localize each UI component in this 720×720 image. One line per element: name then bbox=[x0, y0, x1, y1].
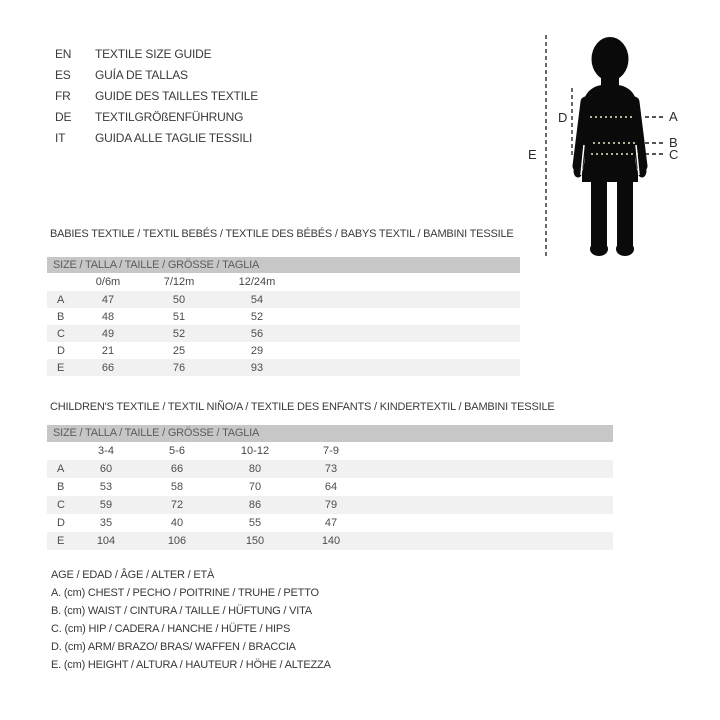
babies-table-header-bar: SIZE / TALLA / TAILLE / GRÖSSE / TAGLIA bbox=[47, 257, 520, 273]
column-header: 5-6 bbox=[169, 445, 185, 457]
table-row bbox=[47, 308, 520, 325]
size-value-cell: 79 bbox=[324, 499, 338, 511]
babies-column-header-row bbox=[47, 273, 520, 291]
size-row-label: C bbox=[57, 327, 65, 340]
size-value-cell: 21 bbox=[101, 344, 115, 357]
figure-label-b: B bbox=[669, 135, 678, 150]
size-value-cell: 70 bbox=[248, 481, 262, 493]
size-row-label: D bbox=[57, 517, 65, 529]
size-value-cell: 48 bbox=[101, 310, 115, 323]
size-value-cell: 86 bbox=[248, 499, 262, 511]
child-measurement-figure bbox=[520, 20, 720, 260]
size-row-label: A bbox=[57, 463, 65, 475]
size-value-cell: 73 bbox=[324, 463, 338, 475]
lang-row-en bbox=[55, 44, 258, 65]
size-value-cell: 140 bbox=[321, 535, 341, 547]
babies-size-table bbox=[47, 257, 520, 376]
size-value-cell: 50 bbox=[172, 293, 186, 306]
size-row-label: B bbox=[57, 481, 65, 493]
table-row bbox=[47, 359, 520, 376]
column-header: 7-9 bbox=[323, 445, 339, 457]
children-column-header-row bbox=[47, 442, 613, 460]
language-title-list bbox=[55, 44, 258, 149]
size-value-cell: 52 bbox=[172, 327, 186, 340]
size-row-label: C bbox=[57, 499, 65, 511]
children-size-table bbox=[47, 425, 613, 550]
table-row bbox=[47, 460, 613, 478]
size-value-cell: 106 bbox=[167, 535, 187, 547]
lang-title: GUIDE DES TAILLES TEXTILE bbox=[95, 89, 259, 103]
size-value-cell: 59 bbox=[99, 499, 113, 511]
lang-row-fr bbox=[55, 86, 258, 107]
child-silhouette bbox=[574, 37, 647, 256]
size-row-label: D bbox=[57, 344, 65, 357]
lang-title: GUÍA DE TALLAS bbox=[95, 68, 188, 82]
legend-arm-line: D. (cm) ARM/ BRAZO/ BRAS/ WAFFEN / BRACCIA bbox=[51, 641, 296, 653]
figure-label-d: D bbox=[558, 110, 568, 125]
table-row bbox=[47, 532, 613, 550]
size-value-cell: 51 bbox=[172, 310, 186, 323]
table-row bbox=[47, 325, 520, 342]
legend-age-line: AGE / EDAD / ÂGE / ALTER / ETÀ bbox=[51, 569, 215, 581]
table-row bbox=[47, 478, 613, 496]
lang-code: DE bbox=[55, 110, 72, 124]
size-value-cell: 76 bbox=[172, 361, 186, 374]
size-row-label: A bbox=[57, 293, 65, 306]
size-value-cell: 93 bbox=[250, 361, 264, 374]
lang-code: FR bbox=[55, 89, 71, 103]
lang-title: TEXTILGRÖßENFÜHRUNG bbox=[95, 110, 244, 124]
figure-label-e: E bbox=[528, 147, 537, 162]
column-header: 7/12m bbox=[163, 276, 195, 288]
size-value-cell: 66 bbox=[101, 361, 115, 374]
children-section-title: CHILDREN'S TEXTILE / TEXTIL NIÑO/A / TEXTILE DES ENFANTS / KINDERTEXTIL / BAMBINI TESSILE bbox=[50, 401, 555, 413]
size-row-label: E bbox=[57, 535, 65, 547]
measurement-legend bbox=[51, 566, 331, 674]
size-value-cell: 64 bbox=[324, 481, 338, 493]
table-row bbox=[47, 514, 613, 532]
size-value-cell: 56 bbox=[250, 327, 264, 340]
figure-label-a: A bbox=[669, 109, 678, 124]
size-value-cell: 58 bbox=[170, 481, 184, 493]
babies-section-title: BABIES TEXTILE / TEXTIL BEBÉS / TEXTILE DES BÉBÉS / BABYS TEXTIL / BAMBINI TESSILE bbox=[50, 228, 514, 240]
size-value-cell: 52 bbox=[250, 310, 264, 323]
size-value-cell: 53 bbox=[99, 481, 113, 493]
lang-row-it bbox=[55, 128, 258, 149]
size-value-cell: 40 bbox=[170, 517, 184, 529]
size-value-cell: 49 bbox=[101, 327, 115, 340]
size-value-cell: 80 bbox=[248, 463, 262, 475]
lang-title: TEXTILE SIZE GUIDE bbox=[95, 47, 212, 61]
size-row-label: E bbox=[57, 361, 65, 374]
table-row bbox=[47, 291, 520, 308]
legend-height-line: E. (cm) HEIGHT / ALTURA / HAUTEUR / HÖHE / ALTEZZA bbox=[51, 659, 331, 671]
size-row-label: B bbox=[57, 310, 65, 323]
size-value-cell: 72 bbox=[170, 499, 184, 511]
size-value-cell: 25 bbox=[172, 344, 186, 357]
size-value-cell: 29 bbox=[250, 344, 264, 357]
legend-chest-line: A. (cm) CHEST / PECHO / POITRINE / TRUHE / PETTO bbox=[51, 587, 319, 599]
size-value-cell: 66 bbox=[170, 463, 184, 475]
lang-row-es bbox=[55, 65, 258, 86]
lang-code: IT bbox=[55, 131, 66, 145]
lang-title: GUIDA ALLE TAGLIE TESSILI bbox=[95, 131, 253, 145]
size-value-cell: 60 bbox=[99, 463, 113, 475]
legend-waist-line: B. (cm) WAIST / CINTURA / TAILLE / HÜFTUNG / VITA bbox=[51, 605, 312, 617]
legend-hip-line: C. (cm) HIP / CADERA / HANCHE / HÜFTE / HIPS bbox=[51, 623, 291, 635]
column-header: 10-12 bbox=[240, 445, 270, 457]
children-table-header-bar: SIZE / TALLA / TAILLE / GRÖSSE / TAGLIA bbox=[47, 425, 613, 442]
size-value-cell: 150 bbox=[245, 535, 265, 547]
column-header: 0/6m bbox=[95, 276, 121, 288]
figure-label-c: C bbox=[669, 147, 679, 162]
column-header: 12/24m bbox=[238, 276, 276, 288]
column-header: 3-4 bbox=[98, 445, 114, 457]
size-value-cell: 47 bbox=[101, 293, 115, 306]
size-value-cell: 35 bbox=[99, 517, 113, 529]
table-row bbox=[47, 496, 613, 514]
size-value-cell: 47 bbox=[324, 517, 338, 529]
lang-code: ES bbox=[55, 68, 71, 82]
size-value-cell: 55 bbox=[248, 517, 262, 529]
size-value-cell: 54 bbox=[250, 293, 264, 306]
lang-row-de bbox=[55, 107, 258, 128]
lang-code: EN bbox=[55, 47, 72, 61]
table-row bbox=[47, 342, 520, 359]
size-value-cell: 104 bbox=[96, 535, 116, 547]
